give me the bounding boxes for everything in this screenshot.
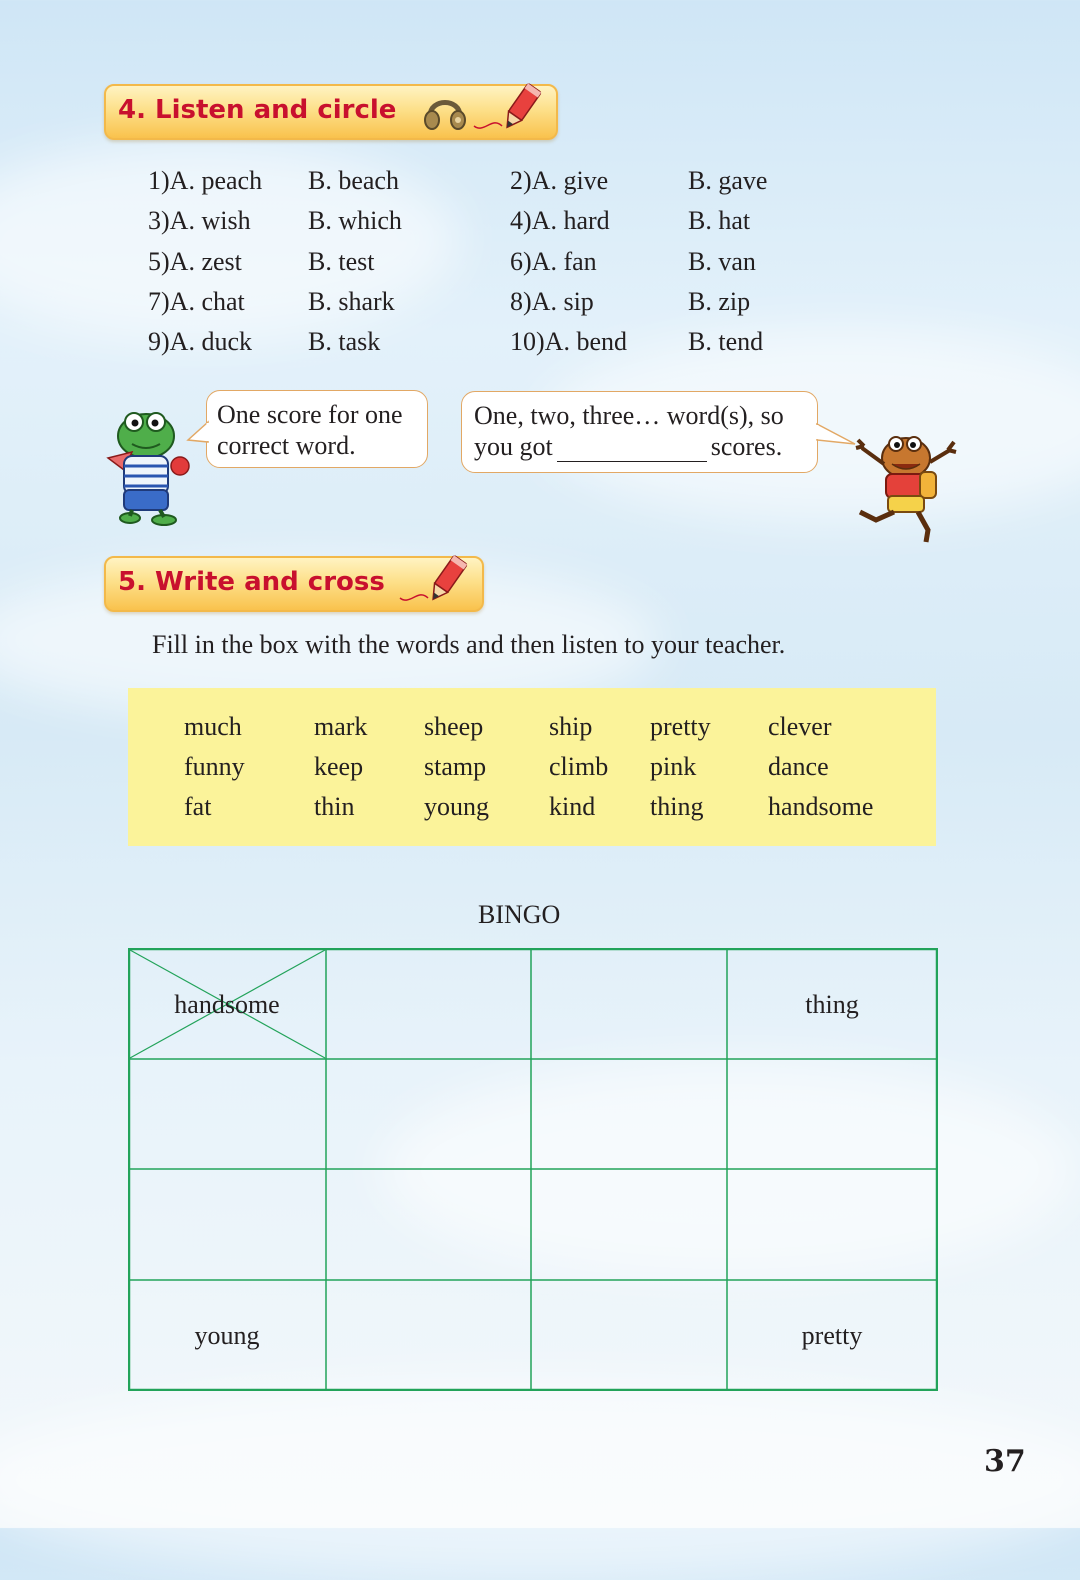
word-box bbox=[128, 688, 936, 846]
word-item: pink bbox=[650, 752, 697, 781]
headphones-icon bbox=[422, 88, 468, 134]
bingo-title: BINGO bbox=[478, 900, 561, 929]
bingo-cell[interactable]: young bbox=[194, 1321, 260, 1350]
list-item: 3)A. wish bbox=[148, 206, 251, 235]
word-item: ship bbox=[549, 712, 593, 741]
option-b[interactable]: B. zip bbox=[688, 287, 751, 316]
word-item: sheep bbox=[424, 712, 484, 741]
word-item: keep bbox=[314, 752, 364, 781]
word-item: stamp bbox=[424, 752, 487, 781]
word-item: clever bbox=[768, 712, 832, 741]
list-item: 2)A. give bbox=[510, 166, 609, 195]
score-blank-field[interactable] bbox=[557, 437, 707, 462]
page-number: 37 bbox=[984, 1444, 1026, 1479]
word-item: funny bbox=[184, 752, 245, 781]
section-5-title: 5. Write and cross bbox=[118, 567, 385, 597]
option-b[interactable]: B. which bbox=[308, 206, 402, 235]
bingo-cell[interactable]: handsome bbox=[174, 990, 280, 1019]
option-b[interactable]: B. task bbox=[308, 327, 381, 356]
bingo-cell[interactable]: thing bbox=[805, 990, 859, 1019]
bingo-cell[interactable]: pretty bbox=[801, 1321, 863, 1350]
list-item: 5)A. zest bbox=[148, 247, 242, 276]
section-4-title: 4. Listen and circle bbox=[118, 95, 397, 125]
pencil-icon bbox=[396, 554, 476, 606]
word-item: mark bbox=[314, 712, 368, 741]
word-item: climb bbox=[549, 752, 609, 781]
bubble-right-line1: One, two, three… word(s), so bbox=[474, 401, 784, 430]
word-item: pretty bbox=[650, 712, 711, 741]
list-item: 7)A. chat bbox=[148, 287, 245, 316]
section-4-banner bbox=[104, 84, 558, 140]
bubble-right-you-got: you got bbox=[474, 432, 553, 461]
frog-character-icon bbox=[102, 396, 202, 536]
list-item: 9)A. duck bbox=[148, 327, 252, 356]
section-5-banner bbox=[104, 556, 484, 612]
bingo-grid bbox=[128, 948, 938, 1391]
word-item: thin bbox=[314, 792, 355, 821]
speech-bubble-left bbox=[206, 390, 428, 468]
option-b[interactable]: B. hat bbox=[688, 206, 751, 235]
word-item: thing bbox=[650, 792, 704, 821]
pencil-icon bbox=[470, 82, 550, 134]
toad-character-icon bbox=[850, 428, 960, 548]
option-b[interactable]: B. test bbox=[308, 247, 375, 276]
word-item: kind bbox=[549, 792, 596, 821]
bubble-left-line2: correct word. bbox=[217, 431, 356, 460]
section-5-instruction: Fill in the box with the words and then listen to your teacher. bbox=[152, 630, 786, 659]
option-b[interactable]: B. van bbox=[688, 247, 756, 276]
list-item: 1)A. peach bbox=[148, 166, 263, 195]
list-item: 10)A. bend bbox=[510, 327, 627, 356]
word-item: dance bbox=[768, 752, 829, 781]
word-item: much bbox=[184, 712, 242, 741]
bubble-left-tail bbox=[186, 420, 210, 450]
list-item: 4)A. hard bbox=[510, 206, 610, 235]
list-item: 6)A. fan bbox=[510, 247, 597, 276]
word-item: fat bbox=[184, 792, 212, 821]
word-item: handsome bbox=[768, 792, 874, 821]
list-item: 8)A. sip bbox=[510, 287, 594, 316]
bubble-left-line1: One score for one bbox=[217, 400, 403, 429]
option-b[interactable]: B. beach bbox=[308, 166, 399, 195]
bubble-right-scores: scores. bbox=[710, 432, 783, 461]
option-b[interactable]: B. shark bbox=[308, 287, 395, 316]
word-item: young bbox=[424, 792, 489, 821]
option-b[interactable]: B. gave bbox=[688, 166, 768, 195]
speech-bubble-right bbox=[461, 391, 818, 473]
option-b[interactable]: B. tend bbox=[688, 327, 764, 356]
